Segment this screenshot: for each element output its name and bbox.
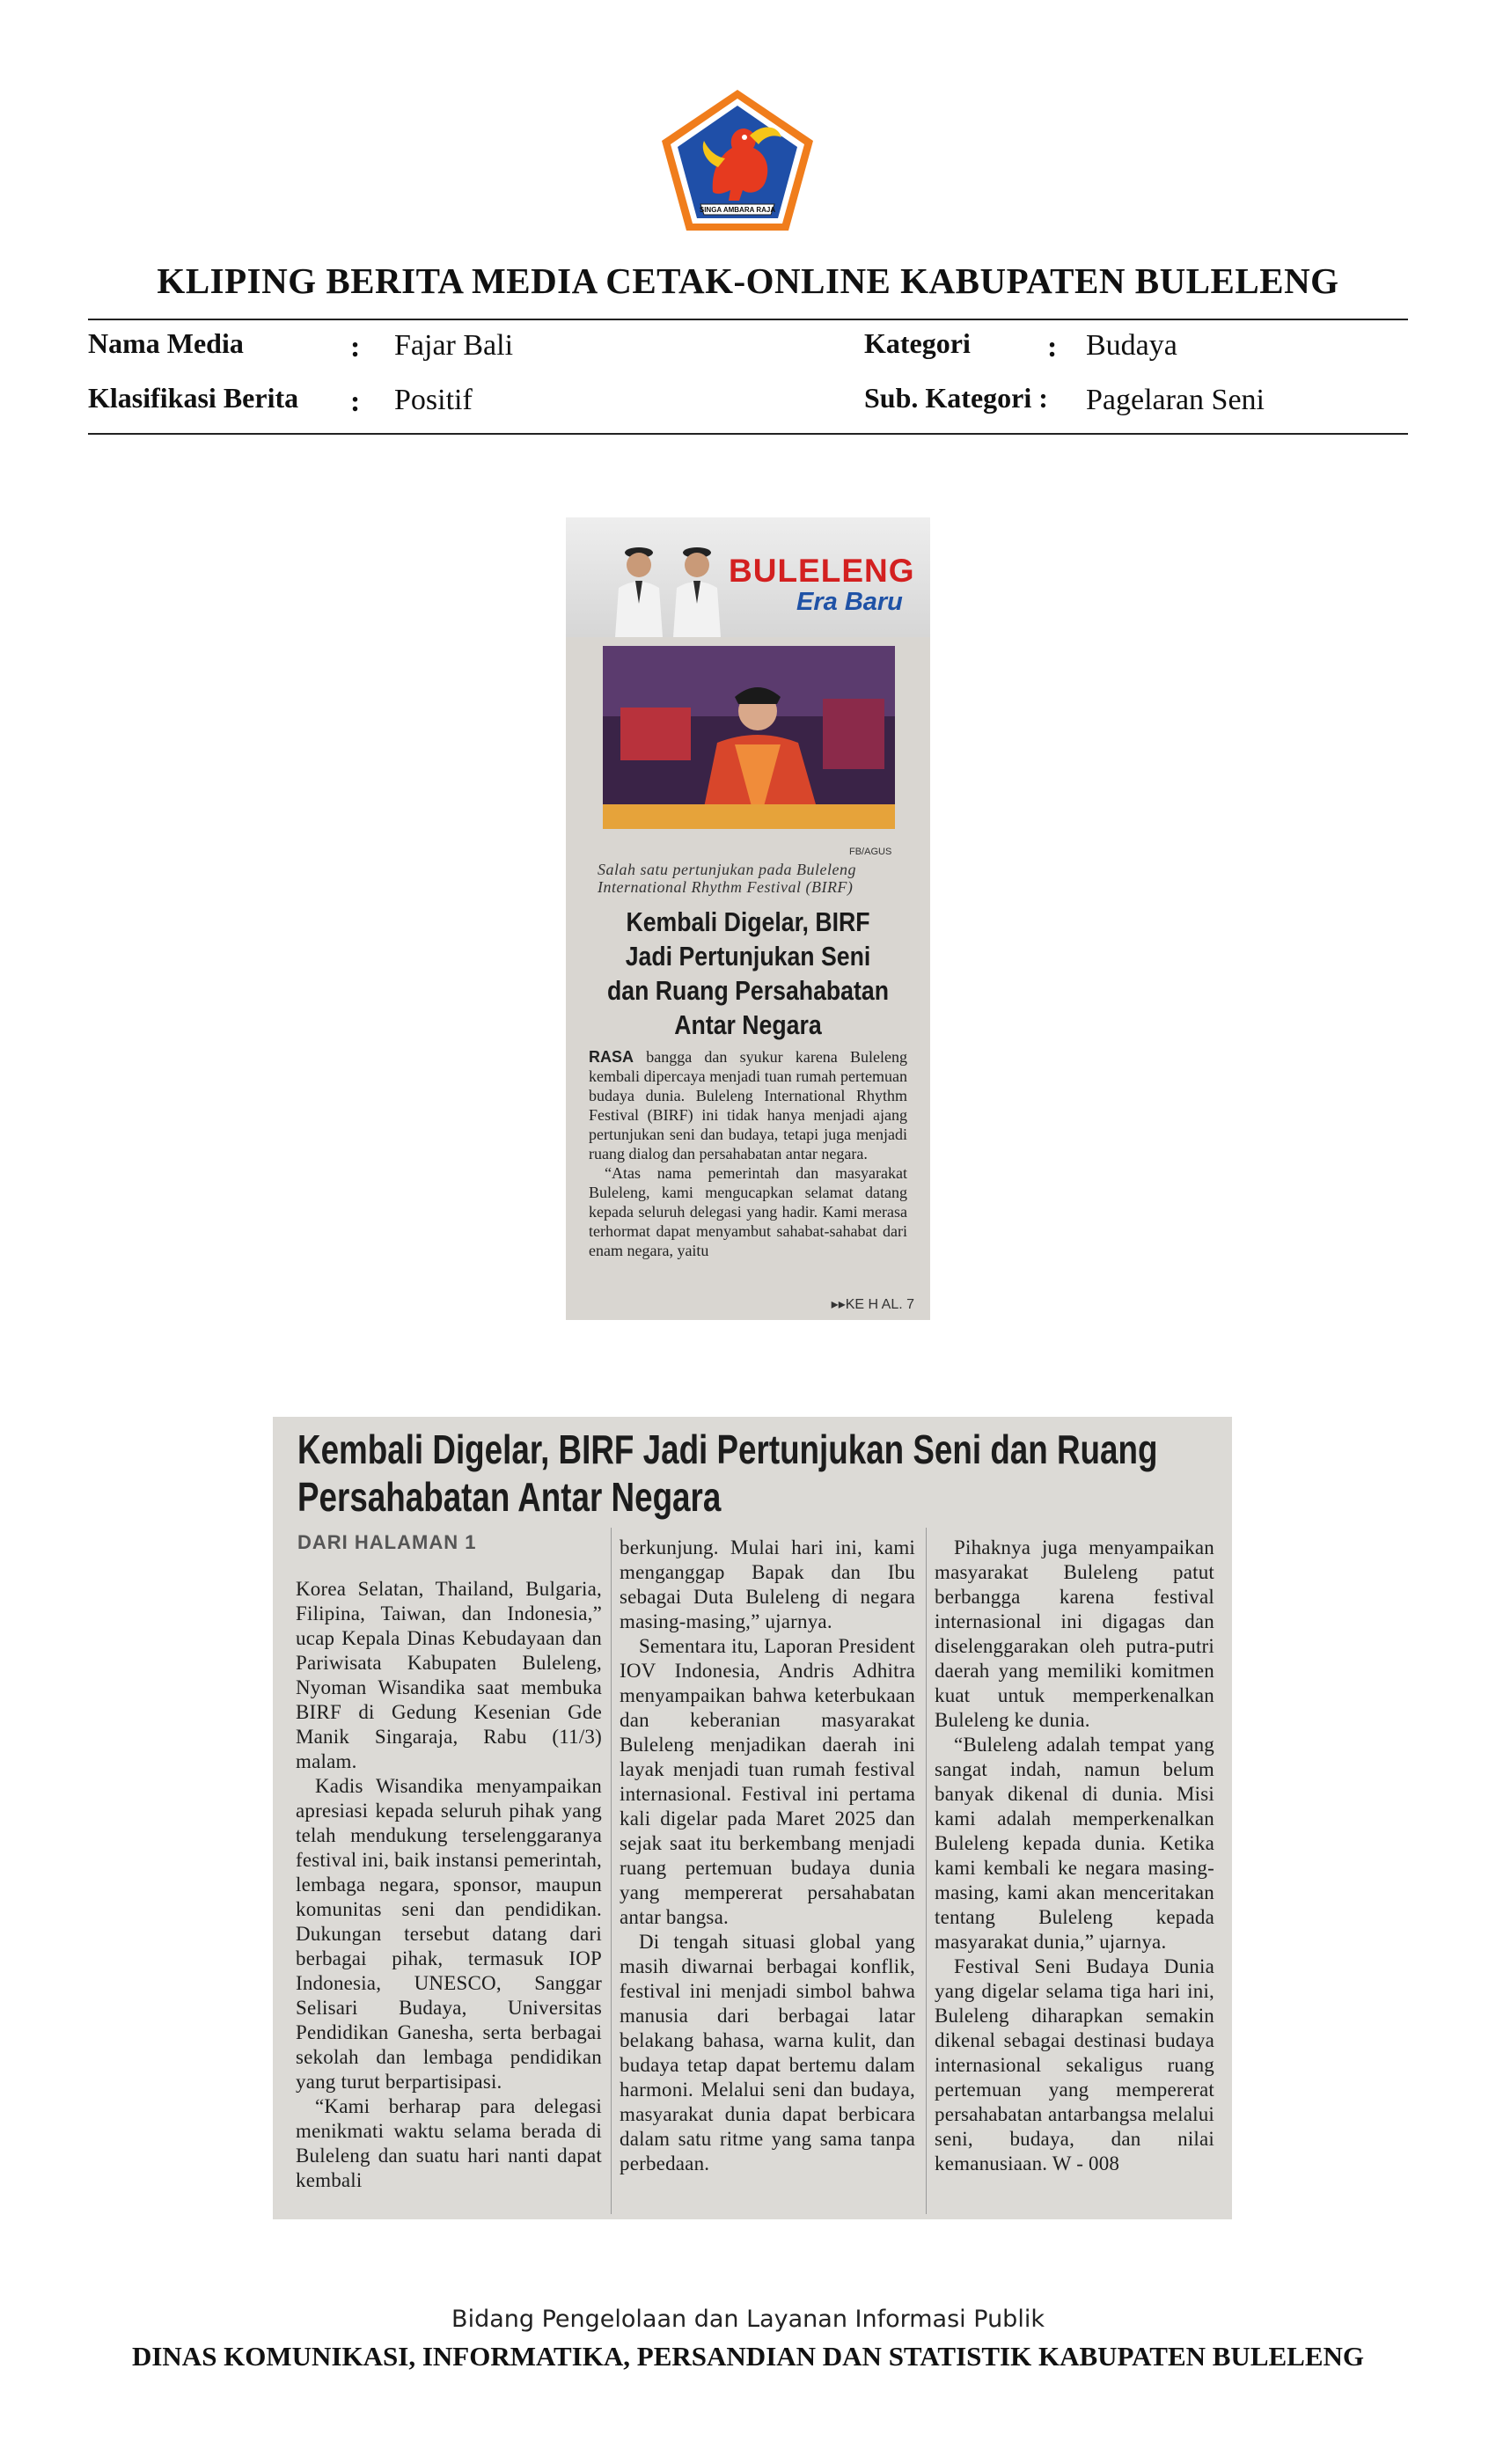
column-divider — [611, 1528, 612, 2214]
klasifikasi-row — [88, 382, 1408, 426]
front-page-clipping — [566, 517, 930, 1320]
footer-division: Bidang Pengelolaan dan Layanan Informasi Publik — [451, 2306, 1045, 2333]
logo-text: SINGA AMBARA RAJA — [699, 206, 776, 214]
sub-kategori-value: Pagelaran Seni — [1086, 384, 1265, 416]
media-value: Fajar Bali — [394, 329, 514, 362]
media-label: Nama Media — [88, 327, 244, 359]
article-paragraph: Festival Seni Budaya Dunia yang digelar selama tiga hari ini, Buleleng diharapkan semakin dikenal sebagai destinasi budaya internasional sekaligus ruang pertemuan yang mempererat persahabatan antarbangsa melalui seni, budaya, dan nilai kemanusiaan. W - 008 — [935, 1955, 1214, 2174]
top-rule — [88, 319, 1408, 320]
article-column-1 — [296, 1577, 602, 2193]
klasifikasi-label: Klasifikasi Berita — [88, 382, 299, 414]
article-paragraph: “Buleleng adalah tempat yang sangat indah, namun belum banyak dikenal di dunia. Misi kami adalah memperkenalkan Buleleng kepada dunia. Ketika kami kembali ke negara masing-masing, kami akan menceritakan tentang Buleleng kepada masyarakat dunia,” ujarnya. — [935, 1734, 1214, 1953]
sub-kategori-label: Sub. Kategori : — [864, 382, 1048, 414]
kategori-label: Kategori — [864, 327, 971, 359]
media-colon: : — [350, 331, 361, 363]
brand-buleleng: BULELENG — [729, 553, 915, 589]
continuation-clipping — [273, 1417, 1232, 2219]
clipping-body — [589, 1047, 907, 1260]
article-paragraph: Sementara itu, Laporan President IOV Indonesia, Andris Adhitra menyampaikan bahwa keterbukaan dan keberanian masyarakat Buleleng menjadikan daerah ini layak menjadi tuan rumah festival internasional. Festival ini pertama kali digelar pada Maret 2025 dan sejak saat itu berkembang menjadi ruang pertemuan budaya dunia yang mempererat persahabatan antar bangsa. — [620, 1635, 915, 1928]
lead-word: RASA — [589, 1048, 634, 1066]
clipping-paragraph — [589, 1047, 907, 1163]
klasifikasi-colon: : — [350, 385, 361, 418]
page-title: KLIPING BERITA MEDIA CETAK-ONLINE KABUPATEN BULELENG — [157, 260, 1339, 301]
article-paragraph: Korea Selatan, Thailand, Bulgaria, Filipina, Taiwan, dan Indonesia,” ucap Kepala Dinas Kebudayaan dan Pariwisata Kabupaten Buleleng, Nyoman Wisandika saat membuka BIRF di Gedung Kesenian Gde Manik Singaraja, Rabu (11/3) malam. — [296, 1578, 602, 1772]
article-paragraph: Di tengah situasi global yang masih diwarnai berbagai konflik, festival ini menjadi simbol bahwa manusia dari berbagai latar belakang bahasa, warna kulit, dan budaya tetap dapat bertemu dalam harmoni. Melalui seni dan budaya, masyarakat dunia dapat berbicara dalam satu ritme yang sama tanpa perbedaan. — [620, 1931, 915, 2174]
photo-caption: Salah satu pertunjukan pada Buleleng International Rhythm Festival (BIRF) — [598, 861, 856, 896]
article-column-2 — [620, 1536, 915, 2176]
klasifikasi-value: Positif — [394, 384, 473, 416]
article-paragraph: “Kami berharap para delegasi menikmati waktu selama berada di Buleleng dan suatu hari nanti dapat kembali — [296, 2095, 602, 2191]
clipping-paragraph: “Atas nama pemerintah dan masyarakat Buleleng, kami mengucapkan selamat datang kepada seluruh delegasi yang hadir. Kami merasa terhormat dapat menyambut sahabat-sahabat dari enam negara, yaitu — [589, 1164, 907, 1259]
continued-marker: ▸▸KE H AL. 7 — [831, 1297, 914, 1312]
buleleng-era-baru-banner — [566, 517, 930, 637]
bottom-rule — [88, 433, 1408, 435]
footer-agency: DINAS KOMUNIKASI, INFORMATIKA, PERSANDIAN DAN STATISTIK KABUPATEN BULELENG — [131, 2341, 1365, 2372]
continuation-headline: Kembali Digelar, BIRF Jadi Pertunjukan Seni dan Ruang Persahabatan Antar Negara — [297, 1426, 1158, 1520]
from-page-label: DARI HALAMAN 1 — [297, 1531, 477, 1553]
article-paragraph: Kadis Wisandika menyampaikan apresiasi kepada seluruh pihak yang telah mendukung terselenggaranya festival ini, baik instansi pemerintah, lembaga negara, sponsor, maupun komunitas seni dan pendidikan. Dukungan tersebut datang dari berbagai pihak, termasuk IOP Indonesia, UNESCO, Sanggar Selisari Budaya, Universitas Pendidikan Ganesha, serta berbagai sekolah dan lembaga pendidikan yang turut berpartisipasi. — [296, 1775, 602, 2093]
article-paragraph: berkunjung. Mulai hari ini, kami menganggap Bapak dan Ibu sebagai Duta Buleleng di negara masing-masing,” ujarnya. — [620, 1536, 915, 1632]
kategori-colon: : — [1047, 331, 1058, 363]
official-portrait-icon — [670, 533, 724, 637]
kategori-value: Budaya — [1086, 329, 1177, 362]
lead-paragraph: bangga dan syukur karena Buleleng kembali dipercaya menjadi tuan rumah pertemuan budaya dunia. Buleleng International Rhythm Festival (BIRF) ini tidak hanya menjadi ajang pertunjukan seni dan budaya, tetapi juga menjadi ruang dialog dan persahabatan antar negara. — [589, 1048, 907, 1162]
column-divider — [926, 1528, 927, 2214]
clipping-headline: Kembali Digelar, BIRF Jadi Pertunjukan Seni dan Ruang Persahabatan Antar Negara — [606, 906, 890, 1040]
brand-era-baru: Era Baru — [796, 588, 903, 616]
article-paragraph: Pihaknya juga menyampaikan masyarakat Buleleng patut berbangga karena festival internasional ini digagas dan diselenggarakan oleh putra-putri daerah yang memiliki komitmen kuat untuk memperkenalkan Buleleng ke dunia. — [935, 1536, 1214, 1731]
article-column-3 — [935, 1536, 1214, 2176]
performance-photo — [603, 646, 895, 829]
media-row — [88, 327, 1408, 371]
singa-ambara-raja-logo-icon — [658, 86, 817, 234]
photo-credit: FB/AGUS — [849, 847, 892, 857]
official-portrait-icon — [612, 533, 666, 637]
